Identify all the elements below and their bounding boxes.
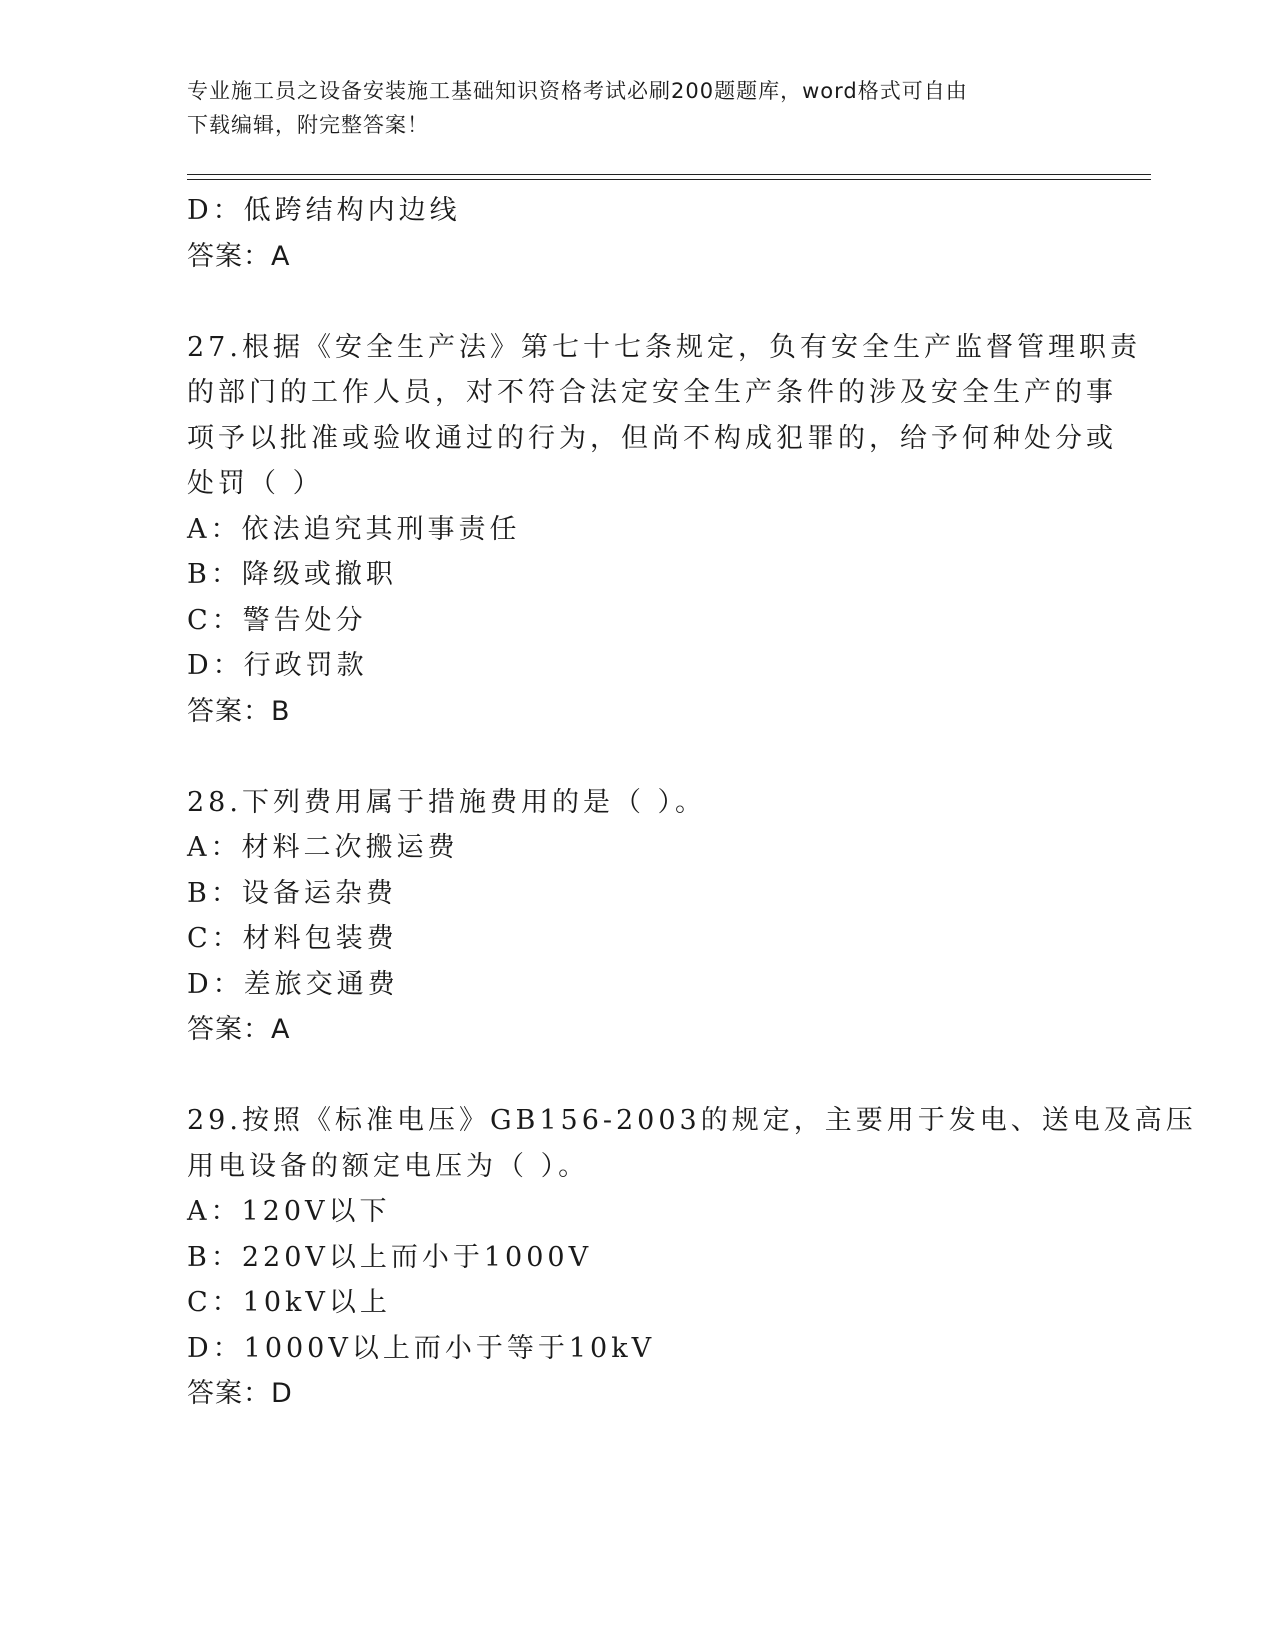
spacer (187, 279, 1107, 325)
header-divider-top (187, 174, 1151, 175)
question-stem-line: 项予以批准或验收通过的行为，但尚不构成犯罪的，给予何种处分或 (187, 422, 1117, 454)
header-divider-bottom (187, 179, 1151, 180)
question-stem-line: 27.根据《安全生产法》第七十七条规定，负有安全生产监督管理职责 (187, 331, 1141, 363)
answer: 答案：A (187, 1014, 291, 1045)
option-d: D：差旅交通费 (187, 968, 399, 1000)
spacer (187, 734, 1107, 780)
option-b: B：220V以上而小于1000V (187, 1241, 593, 1273)
option-b: B：降级或撤职 (187, 559, 397, 590)
option-d: D：1000V以上而小于等于10kV (187, 1332, 656, 1364)
carryover-answer: 答案：A (187, 240, 291, 272)
option-d: D：行政罚款 (187, 650, 368, 681)
question-stem-line: 28.下列费用属于措施费用的是（ ）。 (187, 786, 707, 818)
document-header (187, 74, 1087, 142)
answer: 答案：D (187, 1378, 293, 1409)
question-27 (187, 325, 1141, 735)
option-a: A：材料二次搬运费 (187, 832, 459, 863)
header-line-1: 专业施工员之设备安装施工基础知识资格考试必刷200题题库，word格式可自由 (187, 79, 968, 103)
header-line-2: 下载编辑，附完整答案！ (187, 113, 429, 137)
question-stem-line: 处罚（ ） (187, 468, 324, 499)
option-b: B：设备运杂费 (187, 877, 397, 909)
answer: 答案：B (187, 695, 291, 727)
option-a: A：依法追究其刑事责任 (187, 513, 521, 545)
question-29 (187, 1098, 1197, 1417)
option-c: C：材料包装费 (187, 923, 398, 954)
option-c: C：警告处分 (187, 604, 367, 636)
question-content (187, 188, 1197, 1417)
question-stem-line: 用电设备的额定电压为（ ）。 (187, 1150, 590, 1182)
spacer (187, 1053, 1107, 1099)
question-stem-line: 的部门的工作人员，对不符合法定安全生产条件的涉及安全生产的事 (187, 377, 1117, 408)
question-28 (187, 780, 1107, 1053)
option-a: A：120V以下 (187, 1196, 391, 1227)
carryover-option-d: D：低跨结构内边线 (187, 195, 461, 226)
option-c: C：10kV以上 (187, 1287, 391, 1318)
question-stem-line: 29.按照《标准电压》GB156-2003的规定，主要用于发电、送电及高压 (187, 1105, 1197, 1136)
